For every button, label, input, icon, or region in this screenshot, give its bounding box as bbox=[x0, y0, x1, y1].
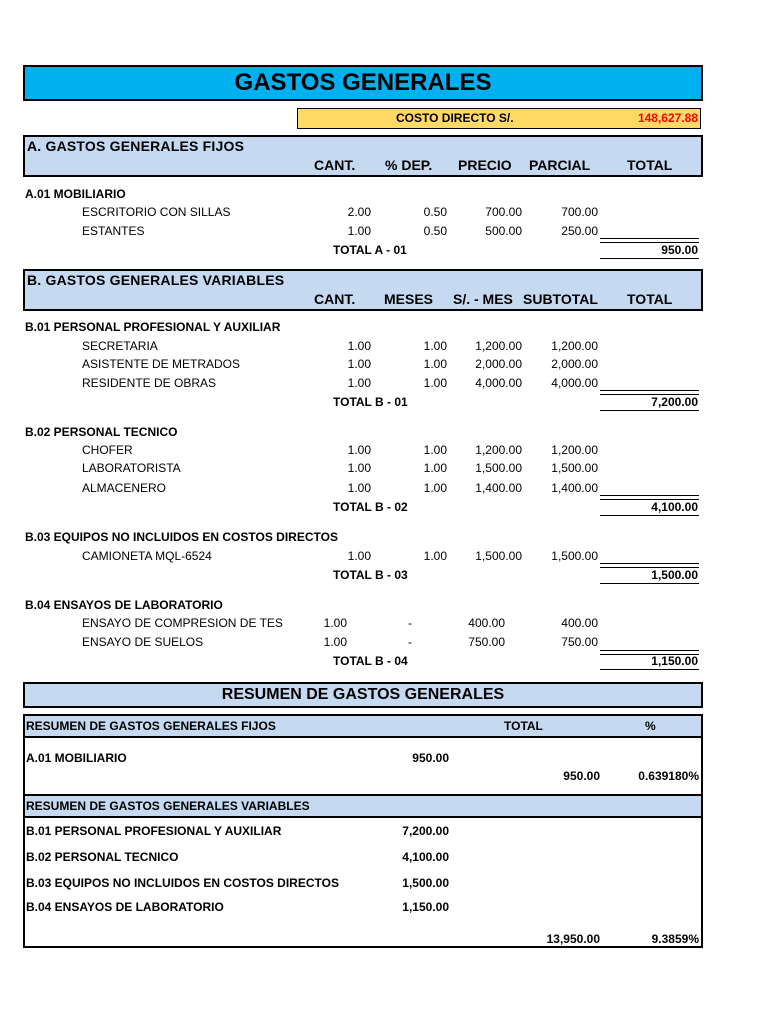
item-soles-mes: 1,200.00 bbox=[475, 339, 522, 353]
resumen-variables-row-value: 1,500.00 bbox=[402, 876, 449, 890]
item-soles-mes: 750.00 bbox=[468, 635, 505, 649]
col-precio: PRECIO bbox=[458, 157, 512, 173]
item-soles-mes: 400.00 bbox=[468, 616, 505, 630]
item-dep: 0.50 bbox=[423, 224, 447, 238]
total-underline bbox=[600, 583, 699, 584]
item-cant: 1.00 bbox=[347, 443, 371, 457]
group-b03: B.03 EQUIPOS NO INCLUIDOS EN COSTOS DIRECTOS bbox=[25, 530, 338, 544]
section-a-title: A. GASTOS GENERALES FIJOS bbox=[27, 138, 245, 154]
item-name: ALMACENERO bbox=[82, 481, 167, 495]
item-dep: 0.50 bbox=[423, 205, 447, 219]
group-a01: A.01 MOBILIARIO bbox=[25, 187, 126, 201]
resumen-fijos-header-label: RESUMEN DE GASTOS GENERALES FIJOS bbox=[26, 719, 276, 733]
item-subtotal: 1,500.00 bbox=[551, 549, 598, 563]
resumen-total-header: TOTAL bbox=[504, 719, 543, 733]
total-underline bbox=[600, 669, 699, 670]
item-name: RESIDENTE DE OBRAS bbox=[82, 376, 217, 390]
total-b04-label: TOTAL B - 04 bbox=[333, 654, 408, 668]
total-b01-label: TOTAL B - 01 bbox=[333, 395, 408, 409]
item-name: ESTANTES bbox=[82, 224, 145, 238]
item-cant: 1.00 bbox=[347, 357, 371, 371]
total-b02-label: TOTAL B - 02 bbox=[333, 500, 408, 514]
item-name: ESCRITORIO CON SILLAS bbox=[82, 205, 231, 219]
item-cant: 1.00 bbox=[347, 376, 371, 390]
item-subtotal: 4,000.00 bbox=[551, 376, 598, 390]
col-meses: MESES bbox=[384, 291, 434, 307]
total-underline bbox=[600, 410, 699, 411]
section-a-header bbox=[23, 135, 703, 177]
group-b02: B.02 PERSONAL TECNICO bbox=[25, 425, 178, 439]
item-meses: - bbox=[408, 635, 412, 649]
total-underline bbox=[600, 515, 699, 516]
col-cant: CANT. bbox=[314, 291, 356, 307]
item-subtotal: 1,200.00 bbox=[551, 443, 598, 457]
col-subtotal: SUBTOTAL bbox=[523, 291, 598, 307]
total-b04-value: 1,150.00 bbox=[651, 654, 698, 668]
item-soles-mes: 4,000.00 bbox=[475, 376, 522, 390]
resumen-variables-row-value: 4,100.00 bbox=[402, 850, 449, 864]
item-name: ENSAYO DE SUELOS bbox=[82, 635, 204, 649]
resumen-table bbox=[23, 714, 703, 948]
resumen-variables-header bbox=[25, 794, 701, 818]
item-subtotal: 750.00 bbox=[561, 635, 598, 649]
item-precio: 700.00 bbox=[485, 205, 522, 219]
costo-directo-label: COSTO DIRECTO S/. bbox=[396, 111, 514, 125]
group-b04: B.04 ENSAYOS DE LABORATORIO bbox=[25, 598, 223, 612]
item-name: ENSAYO DE COMPRESION DE TES bbox=[82, 616, 283, 630]
total-b03-label: TOTAL B - 03 bbox=[333, 568, 408, 582]
item-soles-mes: 1,400.00 bbox=[475, 481, 522, 495]
resumen-variables-row-label: B.03 EQUIPOS NO INCLUIDOS EN COSTOS DIRECTOS bbox=[26, 876, 339, 890]
section-b-title: B. GASTOS GENERALES VARIABLES bbox=[27, 272, 285, 288]
item-soles-mes: 1,500.00 bbox=[475, 549, 522, 563]
item-cant: 1.00 bbox=[323, 616, 347, 630]
resumen-variables-row-label: B.04 ENSAYOS DE LABORATORIO bbox=[26, 900, 224, 914]
resumen-variables-row-value: 7,200.00 bbox=[402, 824, 449, 838]
resumen-fijos-row-label: A.01 MOBILIARIO bbox=[26, 751, 127, 765]
item-name: SECRETARIA bbox=[82, 339, 158, 353]
item-name: CHOFER bbox=[82, 443, 133, 457]
item-meses: 1.00 bbox=[423, 376, 447, 390]
resumen-variables-header-label: RESUMEN DE GASTOS GENERALES VARIABLES bbox=[26, 799, 310, 813]
item-cant: 1.00 bbox=[323, 635, 347, 649]
item-meses: 1.00 bbox=[423, 481, 447, 495]
item-meses: 1.00 bbox=[423, 339, 447, 353]
resumen-variables-row-label: B.01 PERSONAL PROFESIONAL Y AUXILIAR bbox=[26, 824, 282, 838]
col-total: TOTAL bbox=[627, 291, 673, 307]
item-name: LABORATORISTA bbox=[82, 461, 181, 475]
item-cant: 1.00 bbox=[347, 224, 371, 238]
total-b02-value: 4,100.00 bbox=[651, 500, 698, 514]
total-a01-label: TOTAL A - 01 bbox=[333, 243, 407, 257]
item-subtotal: 400.00 bbox=[561, 616, 598, 630]
item-subtotal: 2,000.00 bbox=[551, 357, 598, 371]
item-meses: 1.00 bbox=[423, 461, 447, 475]
group-b01: B.01 PERSONAL PROFESIONAL Y AUXILIAR bbox=[25, 320, 281, 334]
col-dep: % DEP. bbox=[385, 157, 433, 173]
resumen-pct-header: % bbox=[645, 719, 656, 733]
col-cant: CANT. bbox=[314, 157, 356, 173]
item-soles-mes: 1,500.00 bbox=[475, 461, 522, 475]
item-soles-mes: 2,000.00 bbox=[475, 357, 522, 371]
total-underline bbox=[600, 258, 699, 259]
total-a01-value: 950.00 bbox=[661, 243, 698, 257]
item-parcial: 250.00 bbox=[561, 224, 598, 238]
item-meses: 1.00 bbox=[423, 357, 447, 371]
resumen-variables-row-label: B.02 PERSONAL TECNICO bbox=[26, 850, 179, 864]
item-parcial: 700.00 bbox=[561, 205, 598, 219]
item-meses: 1.00 bbox=[423, 443, 447, 457]
item-subtotal: 1,500.00 bbox=[551, 461, 598, 475]
item-cant: 2.00 bbox=[347, 205, 371, 219]
item-cant: 1.00 bbox=[347, 481, 371, 495]
costo-directo-value: 148,627.88 bbox=[637, 111, 698, 125]
resumen-variables-pct: 9.3859% bbox=[651, 932, 699, 946]
resumen-variables-total: 13,950.00 bbox=[546, 932, 600, 946]
resumen-fijos-header bbox=[25, 716, 701, 738]
item-cant: 1.00 bbox=[347, 339, 371, 353]
total-b03-value: 1,500.00 bbox=[651, 568, 698, 582]
total-b01-value: 7,200.00 bbox=[651, 395, 698, 409]
item-cant: 1.00 bbox=[347, 549, 371, 563]
costo-directo-box bbox=[297, 108, 701, 129]
col-total: TOTAL bbox=[627, 157, 673, 173]
item-cant: 1.00 bbox=[347, 461, 371, 475]
resumen-fijos-pct: 0.639180% bbox=[638, 769, 699, 783]
item-meses: 1.00 bbox=[423, 549, 447, 563]
item-subtotal: 1,400.00 bbox=[551, 481, 598, 495]
resumen-title: RESUMEN DE GASTOS GENERALES bbox=[23, 682, 703, 708]
page-title: GASTOS GENERALES bbox=[23, 65, 703, 101]
resumen-variables-row-value: 1,150.00 bbox=[402, 900, 449, 914]
item-name: ASISTENTE DE METRADOS bbox=[82, 357, 241, 371]
item-soles-mes: 1,200.00 bbox=[475, 443, 522, 457]
section-b-header bbox=[23, 269, 703, 311]
item-meses: - bbox=[408, 616, 412, 630]
item-subtotal: 1,200.00 bbox=[551, 339, 598, 353]
col-parcial: PARCIAL bbox=[529, 157, 591, 173]
item-precio: 500.00 bbox=[485, 224, 522, 238]
item-name: CAMIONETA MQL-6524 bbox=[82, 549, 212, 563]
resumen-fijos-row-value: 950.00 bbox=[412, 751, 449, 765]
resumen-fijos-total: 950.00 bbox=[563, 769, 600, 783]
col-soles-mes: S/. - MES bbox=[453, 291, 513, 307]
